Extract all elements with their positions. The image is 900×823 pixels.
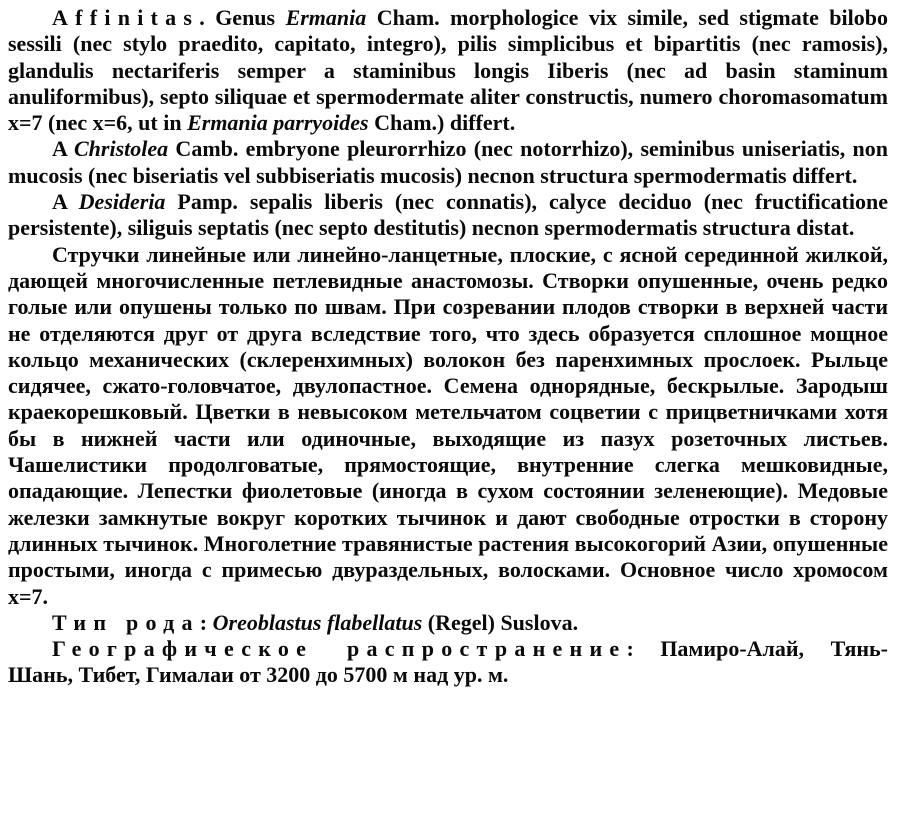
italic-text-run: Desideria xyxy=(78,189,166,215)
text-run: Cham. morphologice vix simile, sed stigmate bilobo sessili (nec stylo praedito, capitato, integro), pilis simplicibus et bipartitis (nec ramosis), glandulis nectariferis semper a staminibus longis Iiberis (nec ad basin staminum anuliformibus), septo siliquae et spermodermate aliter constructis, numero choromasomatum x=7 (nec x=6, ut in xyxy=(8,5,888,136)
italic-text-run: Christolea xyxy=(73,136,169,162)
geographic-distribution-line xyxy=(8,636,888,689)
letterspaced-heading: Тип рода xyxy=(52,609,200,635)
latin-paragraph-affinitas xyxy=(8,5,888,136)
italic-text-run: Ermania xyxy=(285,5,367,30)
text-run: : Памиро-Алай, Тянь-Шань, Тибет, Гималаи от 3200 до 5700 м над ур. м. xyxy=(8,636,888,688)
text-run: . Genus xyxy=(199,5,286,30)
text-run: Pamp. sepalis liberis (nec connatis), calyce deciduo (nec fructificatione persistente), siliguis septatis (nec septo destitutis) necnon spermodermatis structura distat. xyxy=(8,189,888,241)
text-run: Cham.) differt. xyxy=(368,110,516,136)
text-run: A xyxy=(52,136,74,162)
text-run: : xyxy=(199,609,213,635)
text-run: (Regel) Suslova. xyxy=(422,609,579,635)
latin-paragraph-christolea xyxy=(8,136,888,189)
letterspaced-heading: Географическое распространение xyxy=(52,636,627,662)
type-species-line xyxy=(8,610,888,636)
italic-text-run: Ermania parryoides xyxy=(187,110,369,136)
letterspaced-heading: Affinitas xyxy=(52,5,200,30)
text-run: Camb. embryone pleurorrhizo (nec notorrhizo), seminibus uniseriatis, non mucosis (nec biseriatis vel subbiseriatis mucosis) necnon structura spermodermatis differt. xyxy=(8,136,888,188)
latin-paragraph-desideria xyxy=(8,189,888,242)
text-run: Стручки линейные или линейно-ланцетные, плоские, с ясной серединной жилкой, дающей многочисленные петлевидные анастомозы. Створки опушенные, очень редко голые или опушены только по швам. При созревании плодов створки в верхней части не отделяются друг от друга вследствие того, что здесь образуется сплошное мощное кольцо механических (склеренхимных) волокон без паренхимных прослоек. Рыльце сидячее, сжато-головчатое, двулопастное. Семена однорядные, бескрылые. Зародыш краекорешковый. Цветки в невысоком метельчатом соцветии с прицветничками хотя бы в нижней части или одиночные, выходящие из пазух розеточных листьев. Чашелистики продолговатые, прямостоящие, внутренние слегка мешковидные, опадающие. Лепестки фиолетовые (иногда в сухом состоянии зеленеющие). Медовые железки замкнутые вокруг коротких тычинок и дают свободные отростки в сторону длинных тычинок. Многолетние травянистые растения высокогорий Азии, опушенные простыми, иногда с примесью двураздельных, волосками. Основное число хромосом x=7. xyxy=(8,241,888,609)
italic-text-run: Oreoblastus flabellatus xyxy=(212,609,423,635)
russian-description-paragraph xyxy=(8,242,888,610)
text-run: A xyxy=(52,189,79,215)
